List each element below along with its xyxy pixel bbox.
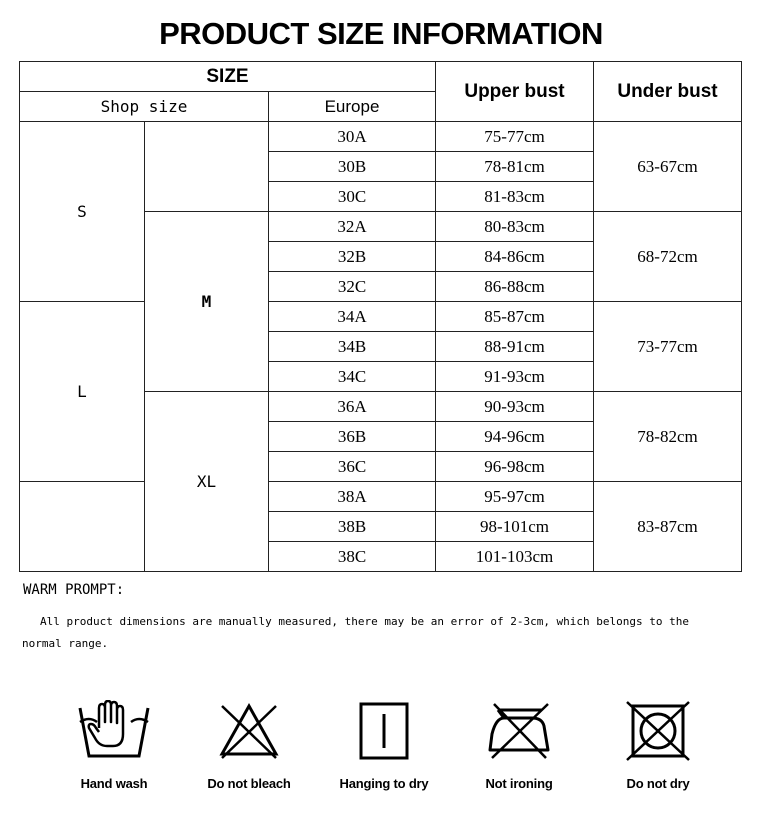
upper-bust-cell: 88-91cm bbox=[436, 332, 594, 362]
care-label: Not ironing bbox=[485, 776, 553, 791]
empty-cell bbox=[145, 122, 269, 212]
size-header: SIZE bbox=[20, 62, 436, 92]
care-item-do-not-dry bbox=[598, 700, 718, 791]
upper-bust-cell: 75-77cm bbox=[436, 122, 594, 152]
europe-cell: 38B bbox=[269, 512, 436, 542]
shop-size-m: M bbox=[145, 212, 269, 392]
warm-prompt-text: All product dimensions are manually measured, there may be an error of 2-3cm, which belongs to the normal range. bbox=[22, 615, 690, 650]
table-row bbox=[20, 122, 742, 152]
europe-cell: 38A bbox=[269, 482, 436, 512]
europe-header: Europe bbox=[269, 92, 436, 122]
europe-cell: 36C bbox=[269, 452, 436, 482]
shop-size-xl: XL bbox=[145, 392, 269, 572]
upper-bust-cell: 96-98cm bbox=[436, 452, 594, 482]
under-bust-cell: 73-77cm bbox=[594, 302, 742, 392]
europe-cell: 32A bbox=[269, 212, 436, 242]
page-title: PRODUCT SIZE INFORMATION bbox=[159, 16, 603, 51]
upper-bust-cell: 91-93cm bbox=[436, 362, 594, 392]
upper-bust-cell: 78-81cm bbox=[436, 152, 594, 182]
care-item-not-ironing bbox=[459, 700, 579, 791]
europe-cell: 34C bbox=[269, 362, 436, 392]
upper-bust-cell: 81-83cm bbox=[436, 182, 594, 212]
do-not-tumble-dry-icon bbox=[621, 700, 695, 762]
europe-cell: 30A bbox=[269, 122, 436, 152]
care-label: Hanging to dry bbox=[339, 776, 429, 791]
care-label: Do not dry bbox=[626, 776, 690, 791]
table-row bbox=[20, 302, 742, 332]
upper-bust-cell: 101-103cm bbox=[436, 542, 594, 572]
empty-cell bbox=[20, 482, 145, 572]
upper-bust-cell: 86-88cm bbox=[436, 272, 594, 302]
upper-bust-cell: 84-86cm bbox=[436, 242, 594, 272]
europe-cell: 38C bbox=[269, 542, 436, 572]
europe-cell: 34A bbox=[269, 302, 436, 332]
upper-bust-cell: 98-101cm bbox=[436, 512, 594, 542]
europe-cell: 36B bbox=[269, 422, 436, 452]
shop-size-s: S bbox=[20, 122, 145, 302]
europe-cell: 30B bbox=[269, 152, 436, 182]
warm-prompt-title: WARM PROMPT: bbox=[23, 582, 125, 598]
europe-cell: 34B bbox=[269, 332, 436, 362]
shop-size-l: L bbox=[20, 302, 145, 482]
care-item-hanging-to-dry bbox=[324, 700, 444, 791]
europe-cell: 36A bbox=[269, 392, 436, 422]
under-bust-header: Under bust bbox=[594, 62, 742, 122]
upper-bust-cell: 95-97cm bbox=[436, 482, 594, 512]
care-label: Do not bleach bbox=[207, 776, 291, 791]
europe-cell: 30C bbox=[269, 182, 436, 212]
table-row bbox=[20, 482, 742, 512]
under-bust-cell: 68-72cm bbox=[594, 212, 742, 302]
do-not-bleach-icon bbox=[212, 700, 286, 762]
care-label: Hand wash bbox=[80, 776, 148, 791]
hand-wash-icon bbox=[77, 700, 151, 762]
do-not-iron-icon bbox=[482, 700, 556, 762]
upper-bust-cell: 85-87cm bbox=[436, 302, 594, 332]
upper-bust-cell: 80-83cm bbox=[436, 212, 594, 242]
under-bust-cell: 63-67cm bbox=[594, 122, 742, 212]
europe-cell: 32C bbox=[269, 272, 436, 302]
care-item-do-not-bleach bbox=[189, 700, 309, 791]
europe-cell: 32B bbox=[269, 242, 436, 272]
shop-size-header: Shop size bbox=[20, 92, 269, 122]
under-bust-cell: 78-82cm bbox=[594, 392, 742, 482]
size-table bbox=[19, 61, 742, 572]
upper-bust-cell: 90-93cm bbox=[436, 392, 594, 422]
upper-bust-header: Upper bust bbox=[436, 62, 594, 122]
under-bust-cell: 83-87cm bbox=[594, 482, 742, 572]
hang-dry-icon bbox=[347, 700, 421, 762]
care-item-hand-wash bbox=[54, 700, 174, 791]
upper-bust-cell: 94-96cm bbox=[436, 422, 594, 452]
